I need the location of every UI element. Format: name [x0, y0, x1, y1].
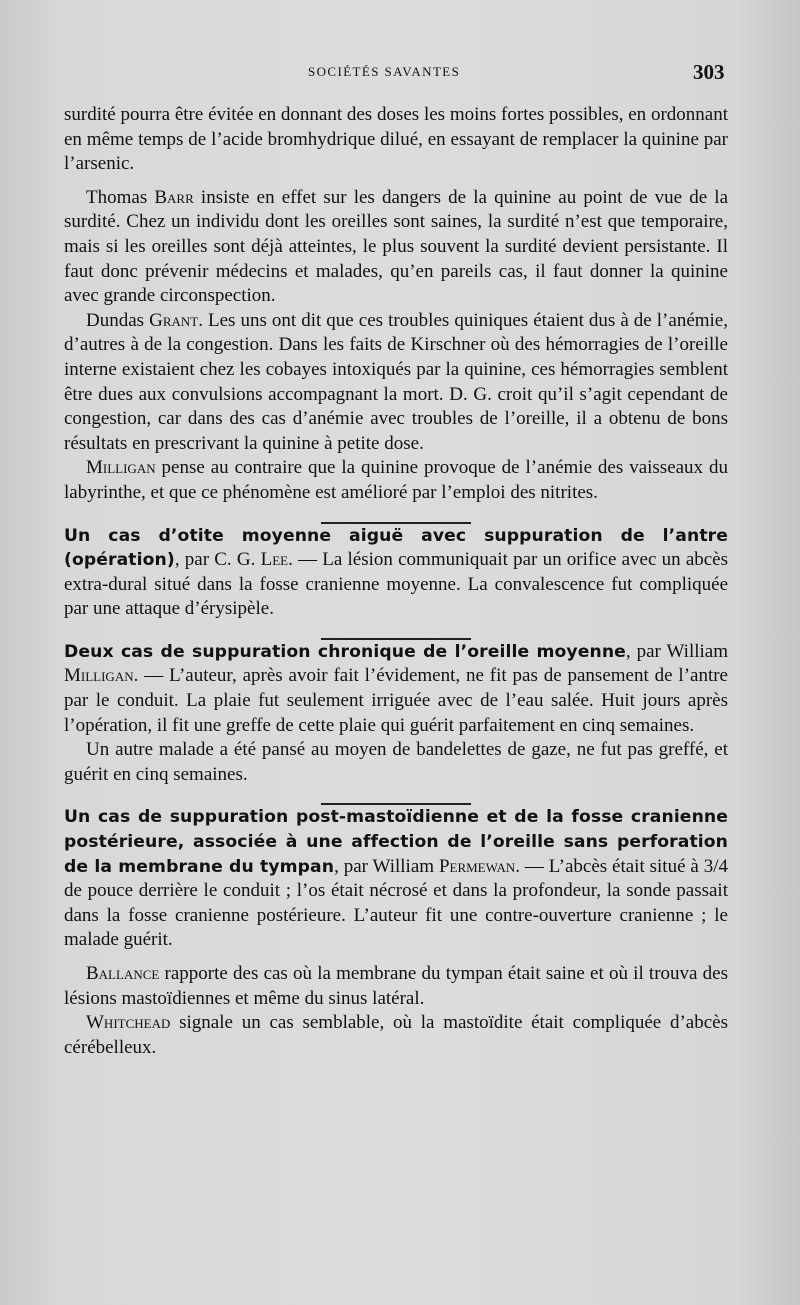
text-span: Dundas — [86, 309, 150, 331]
text-span: . — La lésion communiquait par un orifice avec un abcès extra-dural situé dans la fosse cranienne moyenne. La convalescence fut compliquée par une attaque d’érysipèle. — [64, 549, 729, 620]
page-body — [64, 103, 728, 1060]
section-3-paragraph — [64, 805, 728, 953]
text-span: , par William — [625, 640, 728, 662]
author-name: Whitchead — [86, 1012, 171, 1034]
text-span: pense au contraire que la quinine provoque de l’anémie des vaisseaux du labyrinthe, et que ce phénomène est amélioré par l’emploi des nitrites. — [64, 457, 728, 503]
page-header — [0, 62, 800, 86]
author-name: Grant — [149, 309, 199, 331]
author-name: Barr — [154, 186, 194, 208]
text-span: . — L’auteur, après avoir fait l’évidement, ne fit pas de pansement de l’antre par le conduit. La plaie fut seulement irriguée avec de l’eau salée. Huit jours après l’opération, il fit une greffe de cette plaie qui guérit parfaitement en cinq semaines. — [64, 665, 728, 736]
section-3-paragraph-3 — [64, 1011, 728, 1060]
text-span: . — L’abcès était situé à 3/4 de pouce derrière le conduit ; l’os était nécrosé et dans la profondeur, la sonde passait dans la fosse cranienne postérieure. L’auteur fit une contre-ouverture cranienne ; le malade guérit. — [64, 855, 728, 951]
running-head: SOCIÉTÉS SAVANTES — [308, 64, 461, 79]
author-name: Permewan — [438, 855, 516, 877]
text-span: , par C. G. — [174, 549, 261, 571]
author-name: Lee — [260, 549, 289, 571]
intro-paragraph-3 — [64, 309, 728, 457]
section-3-paragraph-2 — [64, 962, 728, 1011]
author-name: Milligan — [64, 665, 134, 687]
intro-paragraph-1: surdité pourra être évitée en donnant des doses les moins fortes possibles, en ordonnant en même temps de l’acide bromhydrique dilué, en essayant de remplacer la quinine par l’arsenic. — [64, 104, 728, 175]
intro-paragraph-4 — [64, 456, 728, 505]
section-3-title: Un cas de suppuration post-mastoïdienne et de la fosse cranienne postérieure, associée à une affection de l’oreille sans perforation de la membrane du tympan — [64, 807, 728, 877]
text-span: , par William — [334, 855, 439, 877]
section-2-paragraph-2: Un autre malade a été pansé au moyen de bandelettes de gaze, ne fut pas greffé, et guérit en cinq semaines. — [64, 739, 728, 785]
section-1-title: Un cas d’otite moyenne aiguë avec suppuration de l’antre (opération) — [64, 525, 728, 571]
section-2-title: Deux cas de suppuration chronique de l’oreille moyenne — [64, 641, 626, 662]
text-span: Thomas — [86, 186, 155, 208]
text-span: . Les uns ont dit que ces troubles quiniques étaient dus à de l’anémie, d’autres à de la congestion. Dans les faits de Kirschner où des hémorragies de l’oreille interne existaient chez les cobayes intoxiqués par la quinine, ces hémorragies semblent être dues aux convulsions accompagnant la mort. D. G. croit qu’il s’agit cependant de congestion, car dans des cas d’anémie avec troubles de l’oreille, il a obtenu de bons résultats en prescrivant la quinine à petite dose. — [64, 309, 728, 454]
intro-paragraph-2 — [64, 186, 728, 309]
section-1-paragraph — [64, 524, 728, 622]
author-name: Milligan — [86, 457, 156, 479]
text-span: rapporte des cas où la membrane du tympan était saine et où il trouva des lésions mastoïdiennes et même du sinus latéral. — [64, 963, 728, 1009]
page-number: 303 — [693, 60, 725, 84]
section-2-paragraph — [64, 640, 728, 738]
text-span: insiste en effet sur les dangers de la quinine au point de vue de la surdité. Chez un individu dont les oreilles sont saines, la surdité n’est que temporaire, mais si les oreilles sont déjà atteintes, le plus souvent la surdité devient persistante. Il faut donc prévenir médecins et malades, qu’en pareils cas, il faut donner la quinine avec grande circonspection. — [64, 186, 729, 307]
text-span: signale un cas semblable, où la mastoïdite était compliquée d’abcès cérébelleux. — [64, 1012, 728, 1058]
author-name: Ballance — [86, 963, 160, 984]
